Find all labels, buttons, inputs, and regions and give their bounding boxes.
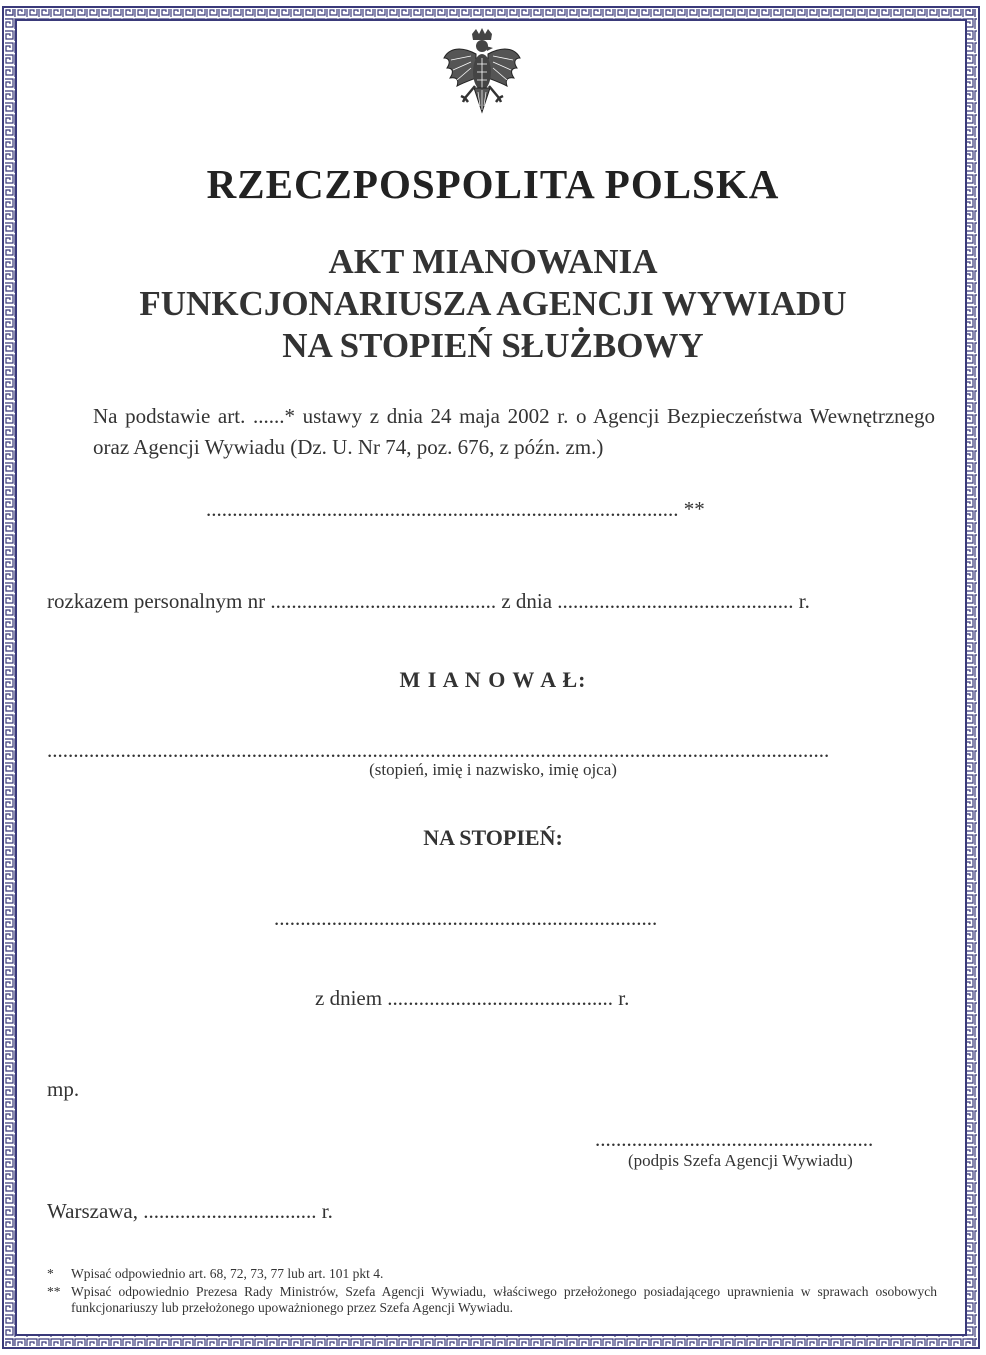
appointed-heading: M I A N O W A Ł: [399, 667, 587, 692]
footnote-text: Wpisać odpowiednio Prezesa Rady Ministrów, Szefa Agencji Wywiadu, właściwego przełożonego posiadającego uprawnienia w sprawach osobowych funkcjonariuszy lub przełożonego upoważnionego przez Szefa Agencji Wywiadu. [71, 1284, 937, 1315]
date-line: z dniem ........................................... r. [315, 986, 630, 1010]
country-title: RZECZPOSPOLITA POLSKA [206, 161, 780, 207]
rank-heading: NA STOPIEŃ: [423, 825, 563, 850]
footnote-1 [47, 1266, 937, 1282]
footnote-text: Wpisać odpowiednio art. 68, 72, 73, 77 lub art. 101 pkt 4. [71, 1266, 384, 1281]
rank-line: ......................................................................... [274, 906, 658, 930]
stamp-label: mp. [47, 1077, 80, 1101]
preamble-paragraph [47, 401, 935, 463]
signature-line: ..................................................... [595, 1127, 874, 1151]
order-line: rozkazem personalnym nr ........................................... z dnia ............................................. r. [47, 589, 810, 613]
person-line: ..................................................................................................................................................... [47, 738, 830, 762]
person-caption: (stopień, imię i nazwisko, imię ojca) [369, 760, 617, 779]
signature-caption: (podpis Szefa Agencji Wywiadu) [628, 1151, 853, 1170]
document-title-line-1: AKT MIANOWANIA [328, 242, 658, 281]
eagle-emblem-icon [441, 28, 523, 122]
footnote-2 [47, 1284, 937, 1316]
preamble-text: Na podstawie art. ......* ustawy z dnia 24 maja 2002 r. o Agencji Bezpieczeństwa Wewnętrznego oraz Agencji Wywiadu (Dz. U. Nr 74, poz. 676, z późn. zm.) [93, 404, 935, 459]
place-date-line: Warszawa, ................................. r. [47, 1199, 333, 1223]
footnote-mark: * [47, 1266, 54, 1281]
authority-line: .......................................................................................... ** [206, 497, 705, 521]
footnote-mark: ** [47, 1284, 61, 1299]
document-title-line-2: FUNKCJONARIUSZA AGENCJI WYWIADU [139, 284, 847, 323]
footnotes [47, 1266, 937, 1316]
document-title-line-3: NA STOPIEŃ SŁUŻBOWY [282, 326, 704, 365]
